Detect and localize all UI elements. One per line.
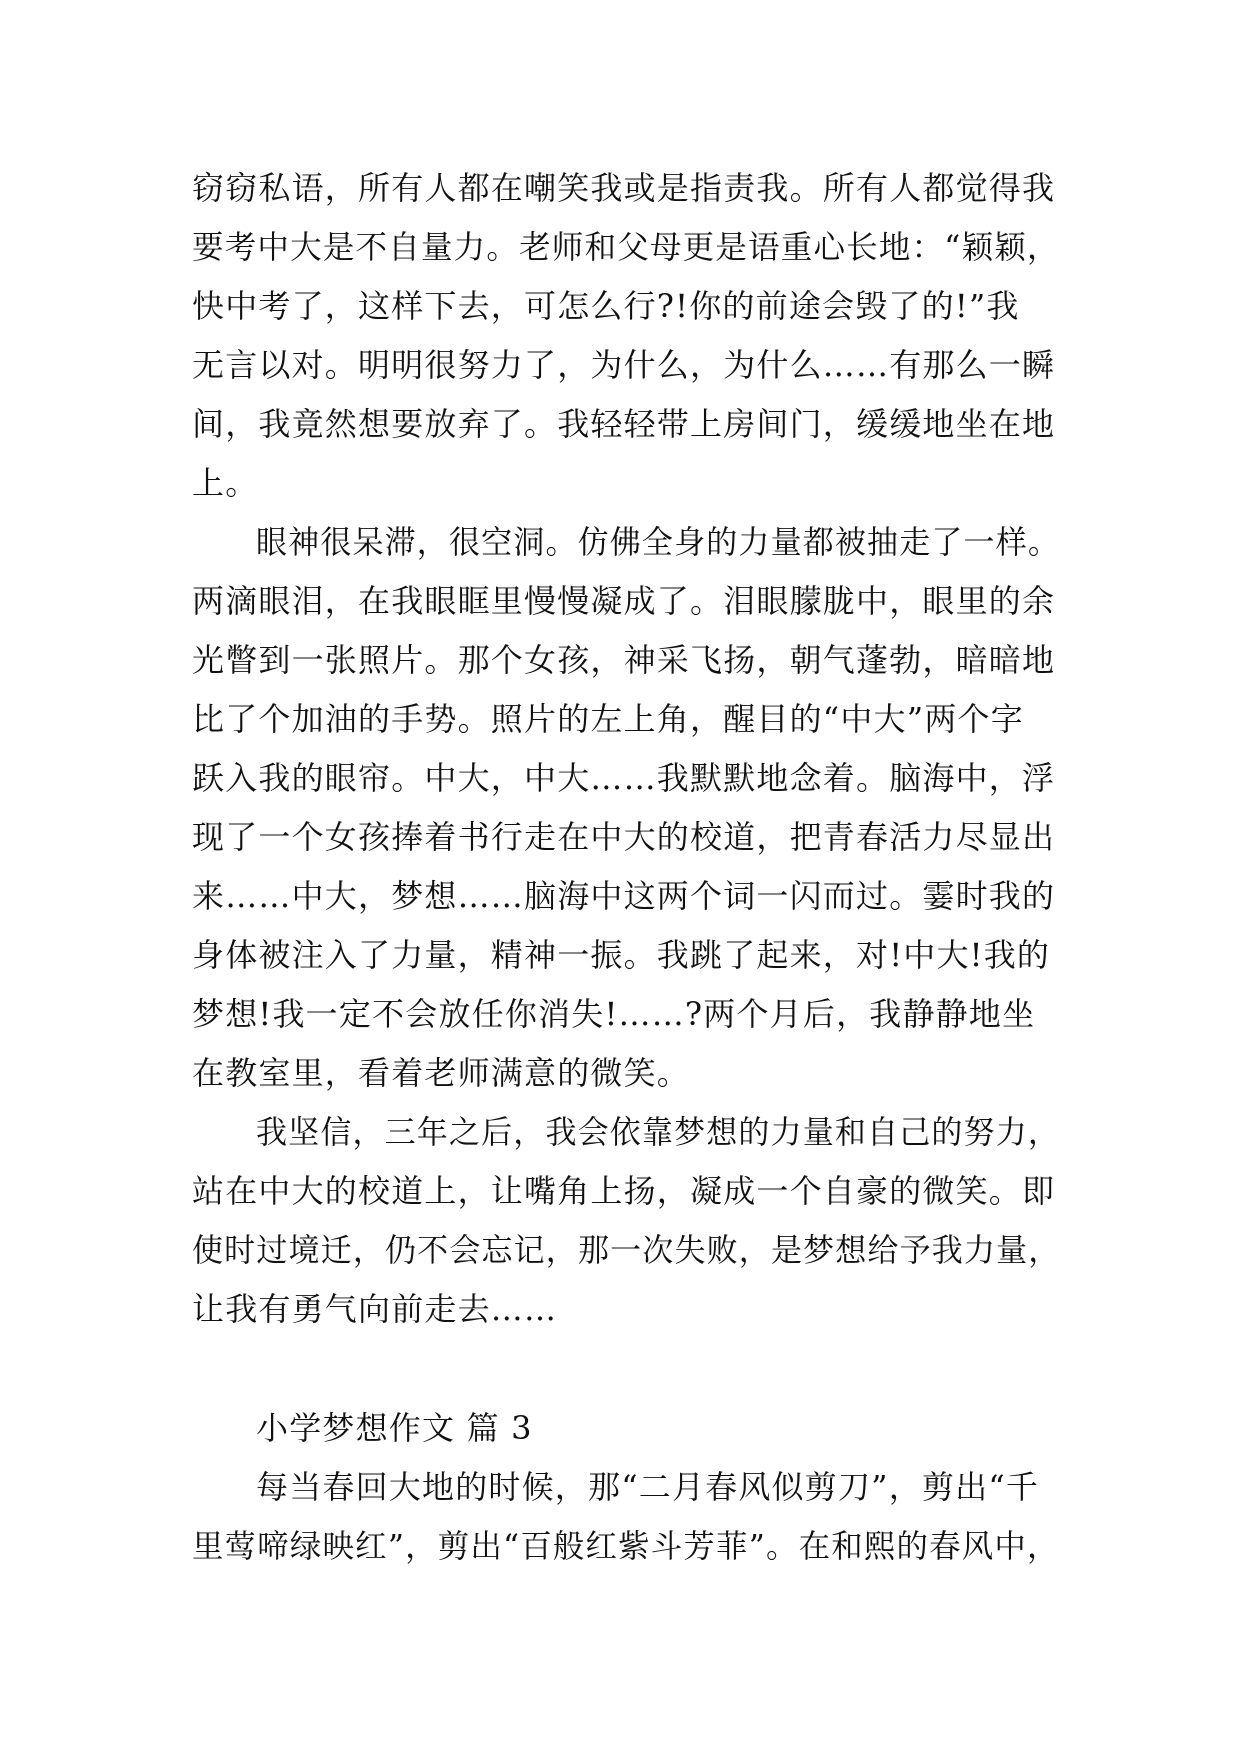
text-line: 光瞥到一张照片。那个女孩，神采飞扬，朝气蓬勃，暗暗地 xyxy=(192,641,1056,679)
text-line: 让我有勇气向前走去…… xyxy=(192,1290,558,1328)
text-line: 跃入我的眼帘。中大，中大……我默默地念着。脑海中，浮 xyxy=(192,759,1056,797)
text-line: 无言以对。明明很努力了，为什么，为什么……有那么一瞬 xyxy=(192,346,1056,384)
paragraph-first-line: 眼神很呆滞，很空洞。仿佛全身的力量都被抽走了一样。 xyxy=(256,523,1061,561)
text-line: 快中考了，这样下去，可怎么行?!你的前途会毁了的!”我 xyxy=(192,287,1020,325)
text-line: 梦想!我一定不会放任你消失!……?两个月后，我静静地坐 xyxy=(192,995,1036,1033)
text-line: 比了个加油的手势。照片的左上角，醒目的“中大”两个字 xyxy=(192,700,1024,738)
paragraph-first-line: 每当春回大地的时候，那“二月春风似剪刀”，剪出“千 xyxy=(256,1468,1040,1506)
text-line: 要考中大是不自量力。老师和父母更是语重心长地：“颖颖， xyxy=(192,228,1060,266)
paragraph-first-line: 我坚信，三年之后，我会依靠梦想的力量和自己的努力， xyxy=(256,1113,1061,1151)
text-line: 窃窃私语，所有人都在嘲笑我或是指责我。所有人都觉得我 xyxy=(192,169,1056,207)
text-line: 在教室里，看着老师满意的微笑。 xyxy=(192,1054,691,1092)
text-line: 现了一个女孩捧着书行走在中大的校道，把青春活力尽显出 xyxy=(192,818,1056,856)
text-line: 身体被注入了力量，精神一振。我跳了起来，对!中大!我的 xyxy=(192,936,1051,974)
text-line: 使时过境迁，仍不会忘记，那一次失败，是梦想给予我力量， xyxy=(192,1231,1061,1269)
section-heading: 小学梦想作文 篇 3 xyxy=(256,1409,533,1447)
text-line: 间，我竟然想要放弃了。我轻轻带上房间门，缓缓地坐在地 xyxy=(192,405,1056,443)
text-line: 站在中大的校道上，让嘴角上扬，凝成一个自豪的微笑。即 xyxy=(192,1172,1056,1210)
text-line: 上。 xyxy=(192,464,259,502)
text-line: 来……中大，梦想……脑海中这两个词一闪而过。霎时我的 xyxy=(192,877,1056,915)
text-line: 里莺啼绿映红”，剪出“百般红紫斗芳菲”。在和熙的春风中， xyxy=(192,1527,1060,1565)
text-line: 两滴眼泪，在我眼眶里慢慢凝成了。泪眼朦胧中，眼里的余 xyxy=(192,582,1056,620)
